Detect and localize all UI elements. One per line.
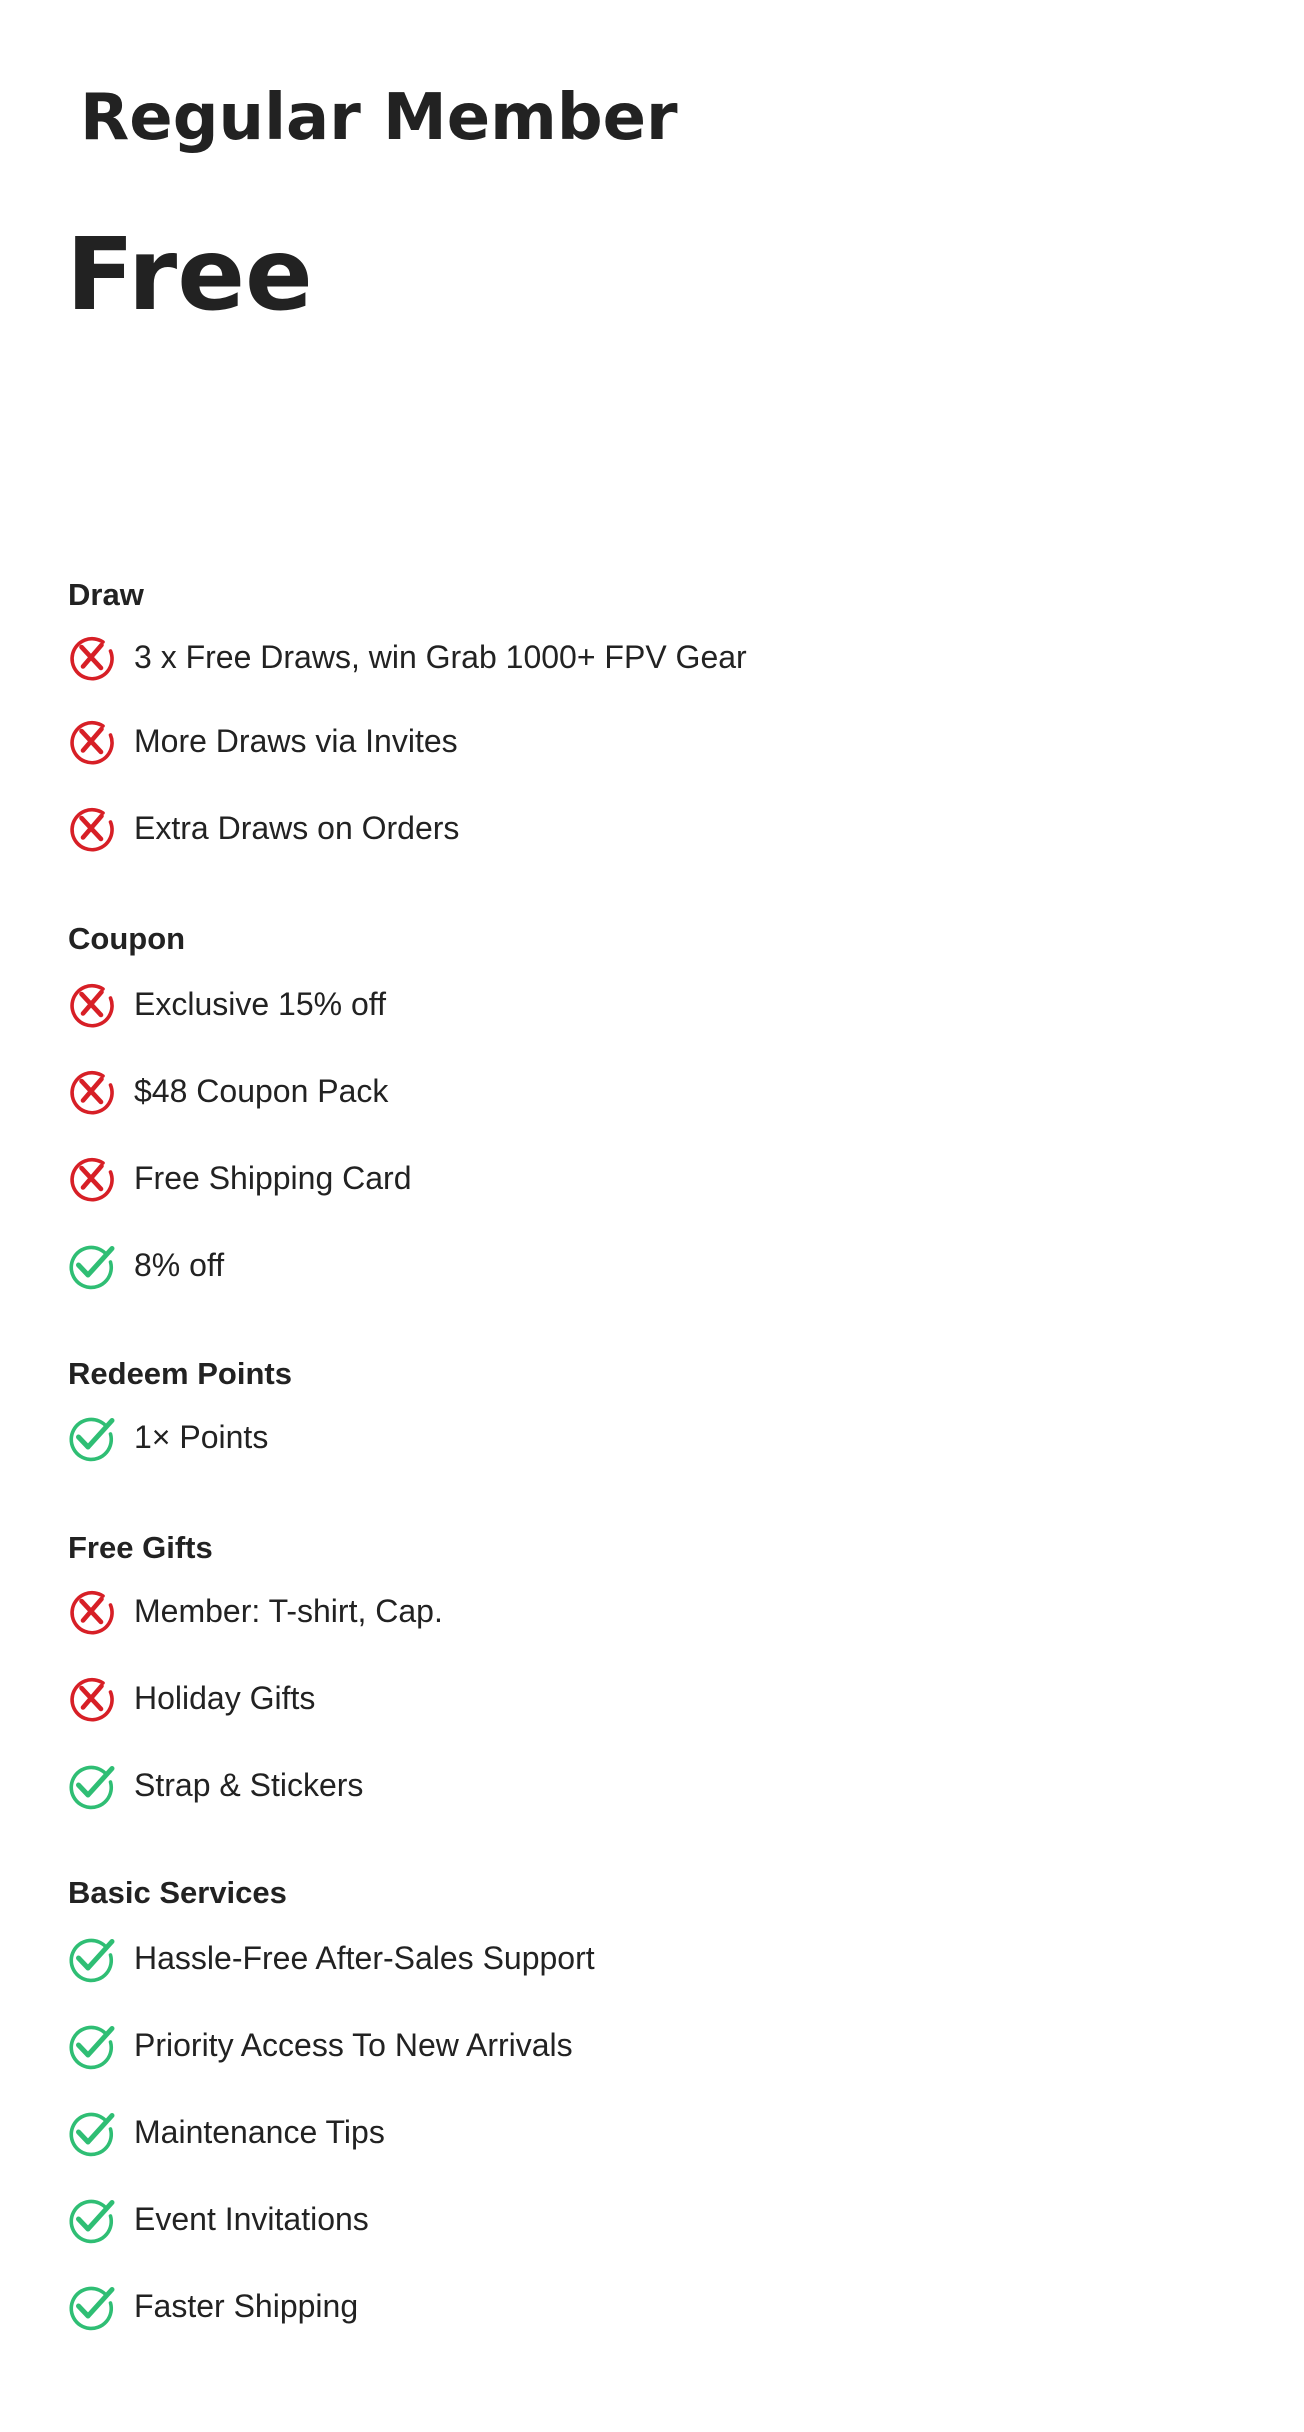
feature-row xyxy=(66,2020,573,2070)
feature-label: More Draws via Invites xyxy=(134,723,458,759)
check-circle-icon xyxy=(66,1240,116,1290)
feature-label: Extra Draws on Orders xyxy=(134,810,460,846)
feature-label: Member: T-shirt, Cap. xyxy=(134,1593,443,1629)
feature-row xyxy=(66,716,458,766)
section-title-free-gifts: Free Gifts xyxy=(68,1530,213,1565)
feature-label: Priority Access To New Arrivals xyxy=(134,2027,573,2063)
x-circle-icon xyxy=(66,1066,116,1116)
section-title-draw: Draw xyxy=(68,577,144,612)
x-circle-icon xyxy=(66,803,116,853)
feature-row xyxy=(66,979,386,1029)
section-title-basic-services: Basic Services xyxy=(68,1875,287,1910)
check-circle-icon xyxy=(66,1412,116,1462)
feature-row xyxy=(66,1933,595,1983)
section-title-coupon: Coupon xyxy=(68,921,186,956)
feature-label: Faster Shipping xyxy=(134,2288,359,2324)
feature-row xyxy=(66,1760,363,1810)
feature-label: Hassle-Free After-Sales Support xyxy=(134,1940,595,1976)
feature-label: Exclusive 15% off xyxy=(134,986,386,1022)
feature-row xyxy=(66,1240,224,1290)
section-title-redeem-points: Redeem Points xyxy=(68,1356,292,1391)
feature-label: 3 x Free Draws, win Grab 1000+ FPV Gear xyxy=(134,639,747,675)
feature-row xyxy=(66,1673,315,1723)
x-circle-icon xyxy=(66,1153,116,1203)
feature-row xyxy=(66,1586,443,1636)
check-circle-icon xyxy=(66,2020,116,2070)
feature-row xyxy=(66,2194,369,2244)
check-circle-icon xyxy=(66,2281,116,2331)
check-circle-icon xyxy=(66,2194,116,2244)
x-circle-icon xyxy=(66,1673,116,1723)
feature-label: Maintenance Tips xyxy=(134,2114,385,2150)
feature-label: Free Shipping Card xyxy=(134,1160,412,1196)
x-circle-icon xyxy=(66,632,116,682)
check-circle-icon xyxy=(66,1933,116,1983)
feature-row xyxy=(66,2281,358,2331)
feature-label: 8% off xyxy=(134,1247,225,1283)
feature-label: Strap & Stickers xyxy=(134,1767,364,1803)
x-circle-icon xyxy=(66,1586,116,1636)
feature-row xyxy=(66,632,747,682)
feature-row xyxy=(66,1412,268,1462)
feature-label: 1× Points xyxy=(134,1419,269,1455)
feature-row xyxy=(66,803,459,853)
check-circle-icon xyxy=(66,1760,116,1810)
feature-row xyxy=(66,1066,388,1116)
feature-label: Event Invitations xyxy=(134,2201,369,2237)
feature-row xyxy=(66,2107,385,2157)
plan-title: Regular Member xyxy=(80,81,678,155)
feature-label: $48 Coupon Pack xyxy=(134,1073,389,1109)
feature-label: Holiday Gifts xyxy=(134,1680,316,1716)
plan-price: Free xyxy=(66,216,313,333)
feature-row xyxy=(66,1153,411,1203)
x-circle-icon xyxy=(66,716,116,766)
check-circle-icon xyxy=(66,2107,116,2157)
x-circle-icon xyxy=(66,979,116,1029)
